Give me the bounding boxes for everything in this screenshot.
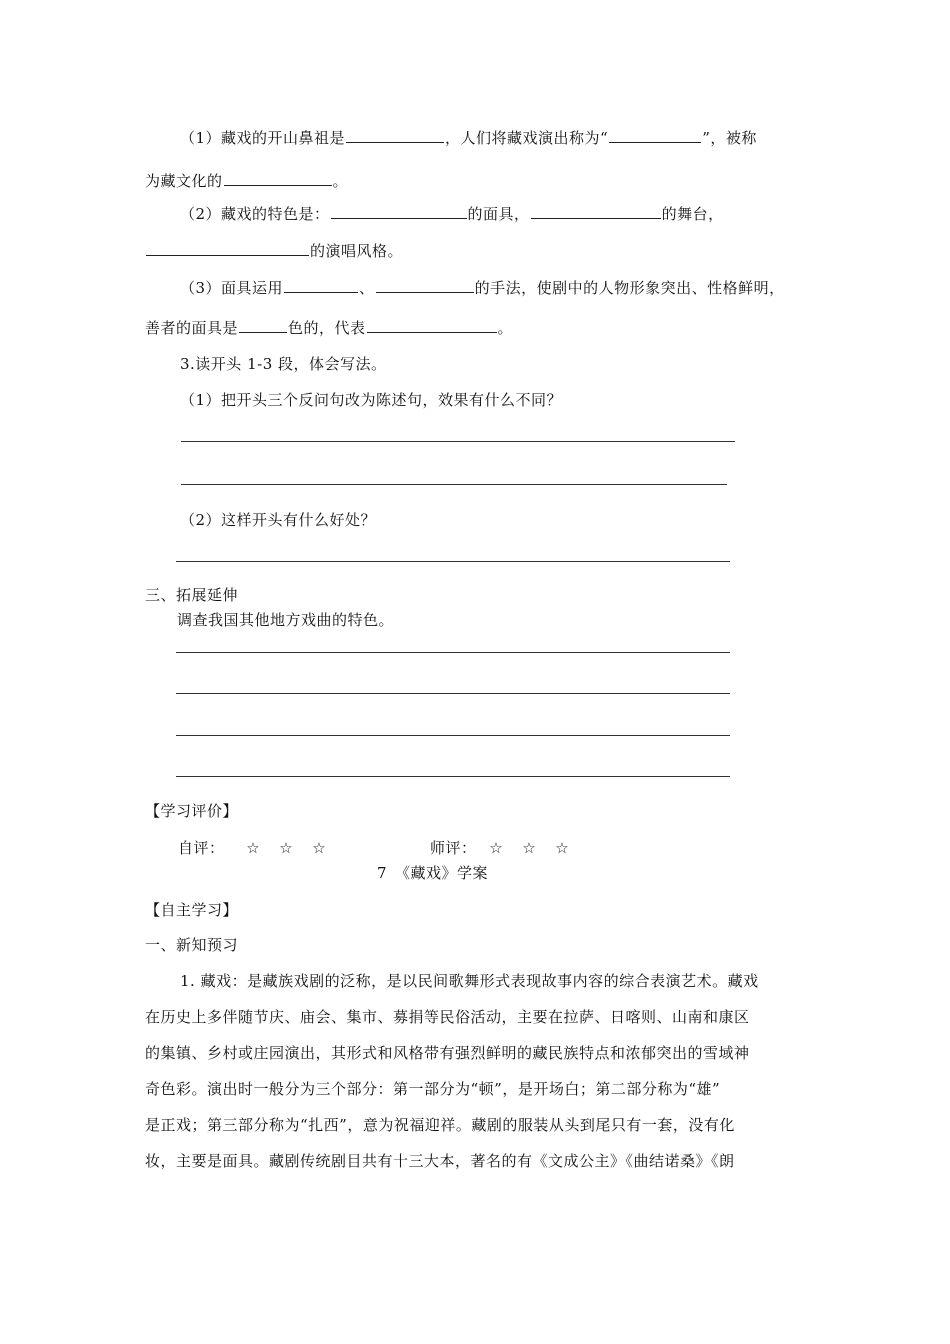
item3-text: 的手法，使剧中的人物形象突出、性格鲜明， [474, 279, 785, 297]
answer-line[interactable] [181, 484, 727, 485]
item1-text: ，人们将藏戏演出称为“ [445, 129, 609, 147]
fill-item-3-line1 [180, 277, 785, 298]
question-3-sub2: （2）这样开头有什么好处？ [180, 511, 377, 529]
answer-blank[interactable] [346, 127, 444, 143]
answer-blank[interactable] [531, 203, 661, 219]
answer-blank[interactable] [239, 317, 287, 333]
section-3-heading: 三、拓展延伸 [145, 586, 239, 604]
teacher-eval-label: 师评： [430, 839, 477, 857]
self-eval-stars [242, 838, 341, 858]
answer-blank[interactable] [376, 277, 474, 293]
item2-text: 的演唱风格。 [310, 242, 404, 260]
question-3-sub1: （1）把开头三个反问句改为陈述句，效果有什么不同？ [180, 391, 563, 409]
answer-line[interactable] [181, 441, 735, 442]
star-icon[interactable]: ☆ [246, 839, 260, 857]
item3-label: （3）面具运用 [180, 279, 284, 297]
item1-text: 为藏文化的 [145, 172, 223, 190]
lesson-title: 7 《藏戏》学案 [377, 864, 489, 882]
self-eval-label: 自评： [178, 839, 225, 857]
answer-line[interactable] [176, 776, 730, 777]
answer-line[interactable] [176, 561, 730, 562]
self-study-heading: 【自主学习】 [145, 901, 239, 919]
answer-blank[interactable] [224, 170, 332, 186]
answer-line[interactable] [176, 735, 730, 736]
evaluation-heading: 【学习评价】 [145, 802, 239, 820]
fill-item-2-line1 [180, 203, 724, 224]
item2-text: 的舞台， [661, 205, 724, 223]
item1-label: （1）藏戏的开山鼻祖是 [180, 129, 346, 147]
answer-line[interactable] [176, 652, 730, 653]
item3-text: 、 [359, 279, 375, 297]
item2-label: （2）藏戏的特色是： [180, 205, 330, 223]
paragraph-line: 的集镇、乡村或庄园演出，其形式和风格带有强烈鲜明的藏民族特点和浓郁突出的雪域神 [145, 1044, 750, 1062]
fill-item-1-line1 [180, 127, 757, 148]
item3-text: 。 [497, 319, 514, 337]
answer-line[interactable] [176, 693, 730, 694]
paragraph-line: 在历史上多伴随节庆、庙会、集市、募捐等民俗活动，主要在拉萨、日喀则、山南和康区 [145, 1008, 750, 1026]
star-icon[interactable]: ☆ [489, 839, 503, 857]
paragraph-line: 是正戏；第三部分称为“扎西”，意为祝福迎祥。藏剧的服装从头到尾只有一套，没有化 [145, 1116, 735, 1134]
fill-item-2-line2 [145, 240, 403, 261]
paragraph-line: 1. 藏戏：是藏族戏剧的泛称，是以民间歌舞形式表现故事内容的综合表演艺术。藏戏 [180, 972, 759, 990]
item3-text: 色的，代表 [288, 319, 366, 337]
item2-text: 的面具， [467, 205, 530, 223]
item1-text: ”，被称 [702, 129, 757, 147]
answer-blank[interactable] [367, 317, 497, 333]
section-1-heading: 一、新知预习 [145, 936, 239, 954]
star-icon[interactable]: ☆ [555, 839, 569, 857]
paragraph-line: 奇色彩。演出时一般分为三个部分：第一部分为“顿”，是开场白；第二部分称为“雄” [145, 1080, 721, 1098]
star-icon[interactable]: ☆ [522, 839, 536, 857]
answer-blank[interactable] [284, 277, 358, 293]
section-3-prompt: 调查我国其他地方戏曲的特色。 [177, 611, 395, 629]
question-3-heading: 3.读开头 1-3 段，体会写法。 [180, 355, 387, 373]
fill-item-1-line2 [145, 170, 348, 191]
item1-text: 。 [332, 172, 349, 190]
star-icon[interactable]: ☆ [279, 839, 293, 857]
fill-item-3-line2 [145, 317, 513, 338]
star-icon[interactable]: ☆ [312, 839, 326, 857]
teacher-eval-stars [485, 838, 584, 858]
paragraph-line: 妆，主要是面具。藏剧传统剧目共有十三大本，著名的有《文成公主》《曲结诺桑》《朗 [145, 1152, 735, 1170]
answer-blank[interactable] [331, 203, 467, 219]
item3-text: 善者的面具是 [145, 319, 239, 337]
answer-blank[interactable] [609, 127, 701, 143]
answer-blank[interactable] [146, 240, 309, 256]
